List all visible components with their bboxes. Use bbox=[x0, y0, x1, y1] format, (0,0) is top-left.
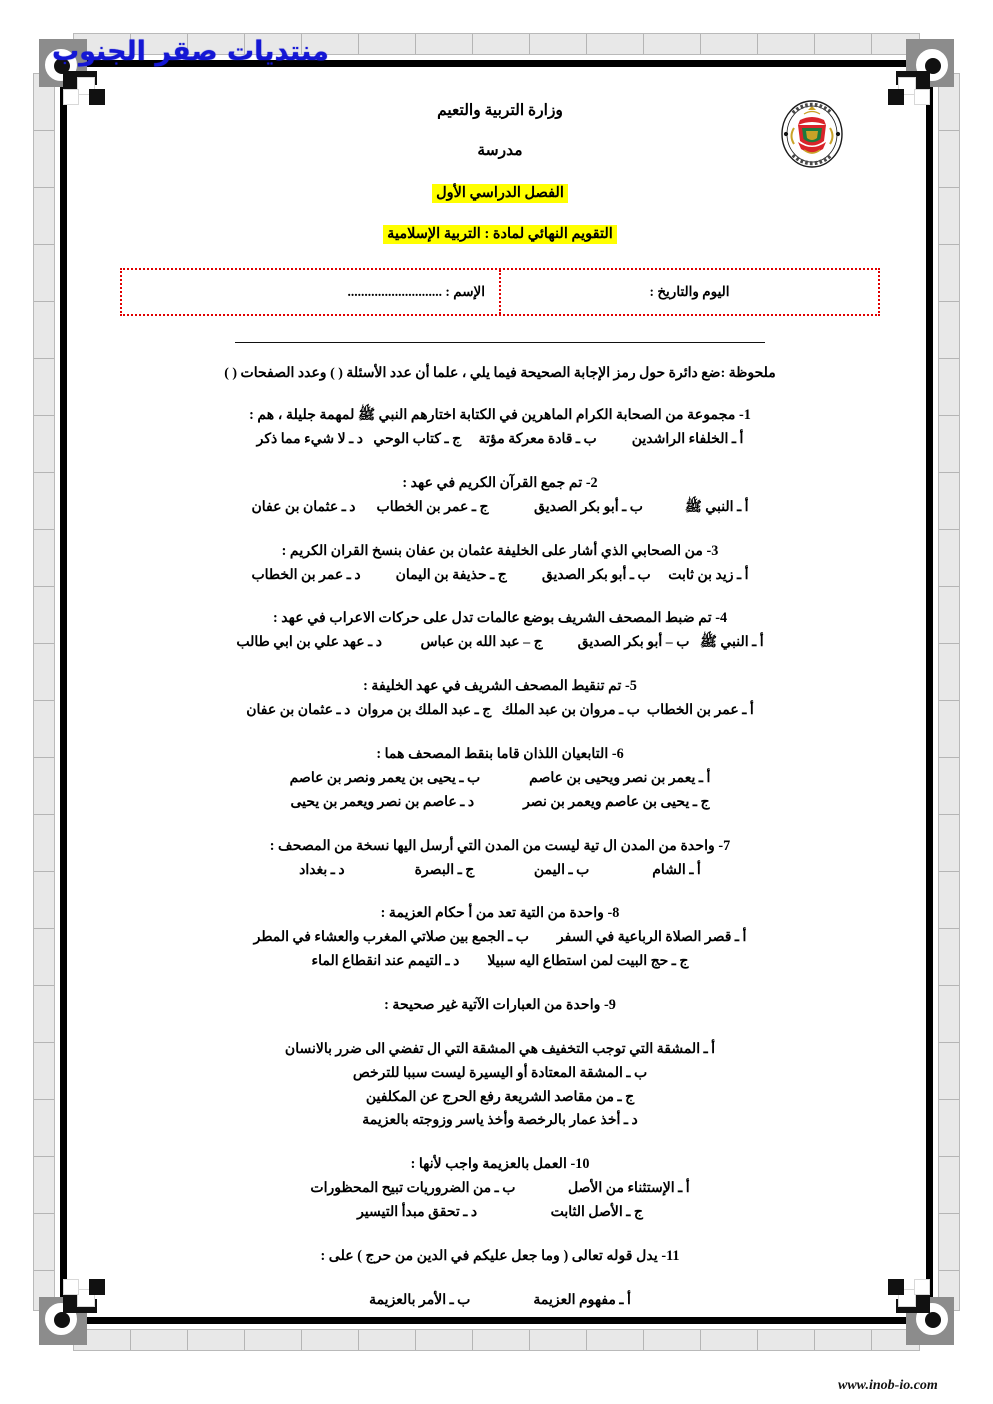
source-url-text: www.inob-io.com bbox=[838, 1378, 938, 1393]
question-8 bbox=[120, 902, 880, 974]
question-11 bbox=[120, 1245, 880, 1313]
question-3 bbox=[120, 540, 880, 588]
subject-row bbox=[120, 225, 880, 244]
option-line[interactable]: أ ـ الخلفاء الراشدين ب ـ قادة معركة مؤتة ج ـ كتاب الوحي د ـ لا شيء مما ذكر bbox=[256, 432, 744, 447]
question-9 bbox=[120, 994, 880, 1133]
corner-ornament-bottom-left bbox=[33, 1265, 119, 1351]
date-label: اليوم والتاريخ : bbox=[649, 284, 730, 299]
question-5 bbox=[120, 675, 880, 723]
question-11-text: 11- يدل قوله تعالى ( وما جعل عليكم في الدين من حرج ) على : bbox=[320, 1247, 680, 1264]
name-cell[interactable] bbox=[122, 270, 499, 314]
option-line[interactable]: ب ـ المشقة المعتادة أو اليسيرة ليست سببا للترخص bbox=[352, 1065, 648, 1081]
exam-sheet-content bbox=[120, 96, 880, 1313]
option-line[interactable]: ج ـ من مقاصد الشريعة رفع الحرج عن المكلفين bbox=[365, 1089, 635, 1105]
option-line[interactable]: أ ـ زيد بن ثابت ب ـ أبو بكر الصديق ج ـ حذيفة بن اليمان د ـ عمر بن الخطاب bbox=[251, 567, 749, 583]
semester-row bbox=[120, 184, 880, 203]
option-line[interactable]: أ ـ عمر بن الخطاب ب ـ مروان بن عبد الملك ج ـ عبد الملك بن مروان د ـ عثمان بن عفان bbox=[246, 703, 754, 719]
question-4 bbox=[120, 607, 880, 655]
ministry-emblem-icon bbox=[764, 98, 860, 170]
question-1 bbox=[120, 404, 880, 452]
question-9-options bbox=[120, 1038, 880, 1133]
option-line[interactable]: ج ـ حج البيت لمن استطاع اليه سبيلا د ـ التيمم عند انقطاع الماء bbox=[311, 954, 689, 970]
option-line[interactable]: أ ـ قصر الصلاة الرباعية في السفر ب ـ الجمع بين صلاتي المغرب والعشاء في المطر bbox=[253, 930, 747, 946]
header-separator-line bbox=[235, 342, 765, 343]
question-5-options bbox=[120, 699, 880, 723]
question-7 bbox=[120, 835, 880, 883]
option-line[interactable]: أ ـ النبي ﷺ ب ـ أبو بكر الصديق ج ـ عمر بن الخطاب د ـ عثمان بن عفان bbox=[251, 499, 749, 515]
question-4-options bbox=[120, 631, 880, 655]
option-line[interactable]: أ ـ مفهوم العزيمة ب ـ الأمر بالعزيمة bbox=[369, 1292, 631, 1308]
instructions-note: ملحوظة :ضع دائرة حول رمز الإجابة الصحيحة فيما يلي ، علما أن عدد الأسئلة ( ) وعدد الصفحات ( ) bbox=[224, 366, 776, 381]
date-cell[interactable] bbox=[499, 270, 878, 314]
question-2 bbox=[120, 472, 880, 520]
option-line[interactable]: أ ـ المشقة التي توجب التخفيف هي المشقة التي ال تفضي الى ضرر بالانسان bbox=[284, 1041, 716, 1057]
semester-title: الفصل الدراسي الأول bbox=[432, 184, 568, 203]
frame-rule-left bbox=[60, 85, 67, 1299]
option-line[interactable]: أ ـ النبي ﷺ ب – أبو بكر الصديق ج – عبد الله بن عباس د ـ عهد علي بن ابي طالب bbox=[236, 635, 764, 651]
option-line[interactable]: د ـ أخذ عمار بالرخصة وأخذ ياسر وزوجته بالعزيمة bbox=[362, 1113, 638, 1129]
forum-watermark: منتديات صقر الجنوب bbox=[52, 36, 329, 67]
school-label: مدرسة bbox=[477, 142, 523, 160]
question-2-text: 2- تم جمع القرآن الكريم في عهد : bbox=[402, 474, 598, 491]
option-line[interactable]: ج ـ الأصل الثابت د ـ تحقق مبدأ التيسير bbox=[357, 1204, 643, 1220]
document-header bbox=[120, 96, 880, 246]
option-line[interactable]: ج ـ يحيى بن عاصم ويعمر بن نصر د ـ عاصم بن نصر ويعمر بن يحيى bbox=[290, 794, 710, 810]
question-7-text: 7- واحدة من المدن ال تية ليست من المدن التي أرسل اليها نسخة من المصحف : bbox=[269, 837, 731, 854]
question-6 bbox=[120, 743, 880, 815]
question-10-options bbox=[120, 1177, 880, 1225]
question-10-text: 10- العمل بالعزيمة واجب لأنها : bbox=[410, 1156, 590, 1173]
question-10 bbox=[120, 1153, 880, 1225]
question-6-text: 6- التابعيان اللذان قاما بنقط المصحف هما : bbox=[376, 745, 624, 762]
frame-strip-bottom bbox=[73, 1329, 920, 1351]
student-info-table bbox=[120, 268, 880, 316]
option-line[interactable]: أ ـ الشام ب ـ اليمن ج ـ البصرة د ـ بغداد bbox=[299, 862, 701, 878]
frame-strip-left bbox=[33, 73, 55, 1311]
source-url-footer bbox=[0, 1378, 993, 1394]
corner-ornament-bottom-right bbox=[874, 1265, 960, 1351]
option-line[interactable]: أ ـ الإستثناء من الأصل ب ـ من الضروريات تبيح المحظورات bbox=[310, 1181, 690, 1197]
question-11-options bbox=[120, 1289, 880, 1313]
ministry-title: وزارة التربية والتعيم bbox=[437, 102, 563, 119]
question-5-text: 5- تم تنقيط المصحف الشريف في عهد الخليفة : bbox=[363, 678, 637, 695]
name-label: الإسم : ............................ bbox=[347, 284, 485, 299]
option-line[interactable]: أ ـ يعمر بن نصر ويحيى بن عاصم ب ـ يحيى بن يعمر ونصر بن عاصم bbox=[289, 770, 711, 786]
question-8-text: 8- واحدة من التية تعد من أ حكام العزيمة : bbox=[380, 905, 620, 922]
subject-title: التقويم النهائي لمادة : التربية الإسلامية bbox=[383, 225, 617, 244]
question-7-options bbox=[120, 859, 880, 883]
question-8-options bbox=[120, 926, 880, 974]
question-3-options bbox=[120, 564, 880, 588]
frame-rule-bottom bbox=[85, 1317, 908, 1324]
question-1-text: 1- مجموعة من الصحابة الكرام الماهرين في الكتابة اختارهم النبي ﷺ لمهمة جليلة ، هم : bbox=[249, 407, 751, 423]
question-1-options bbox=[120, 428, 880, 452]
question-3-text: 3- من الصحابي الذي أشار على الخليفة عثمان بن عفان بنسخ القران الكريم : bbox=[281, 542, 719, 559]
question-6-options bbox=[120, 767, 880, 815]
frame-rule-right bbox=[926, 85, 933, 1299]
question-9-text: 9- واحدة من العبارات الآتية غير صحيحة : bbox=[384, 996, 616, 1013]
question-4-text: 4- تم ضبط المصحف الشريف بوضع عالمات تدل على حركات الاعراب في عهد : bbox=[272, 610, 728, 627]
frame-strip-right bbox=[938, 73, 960, 1311]
question-2-options bbox=[120, 496, 880, 520]
corner-ornament-top-right bbox=[874, 33, 960, 119]
